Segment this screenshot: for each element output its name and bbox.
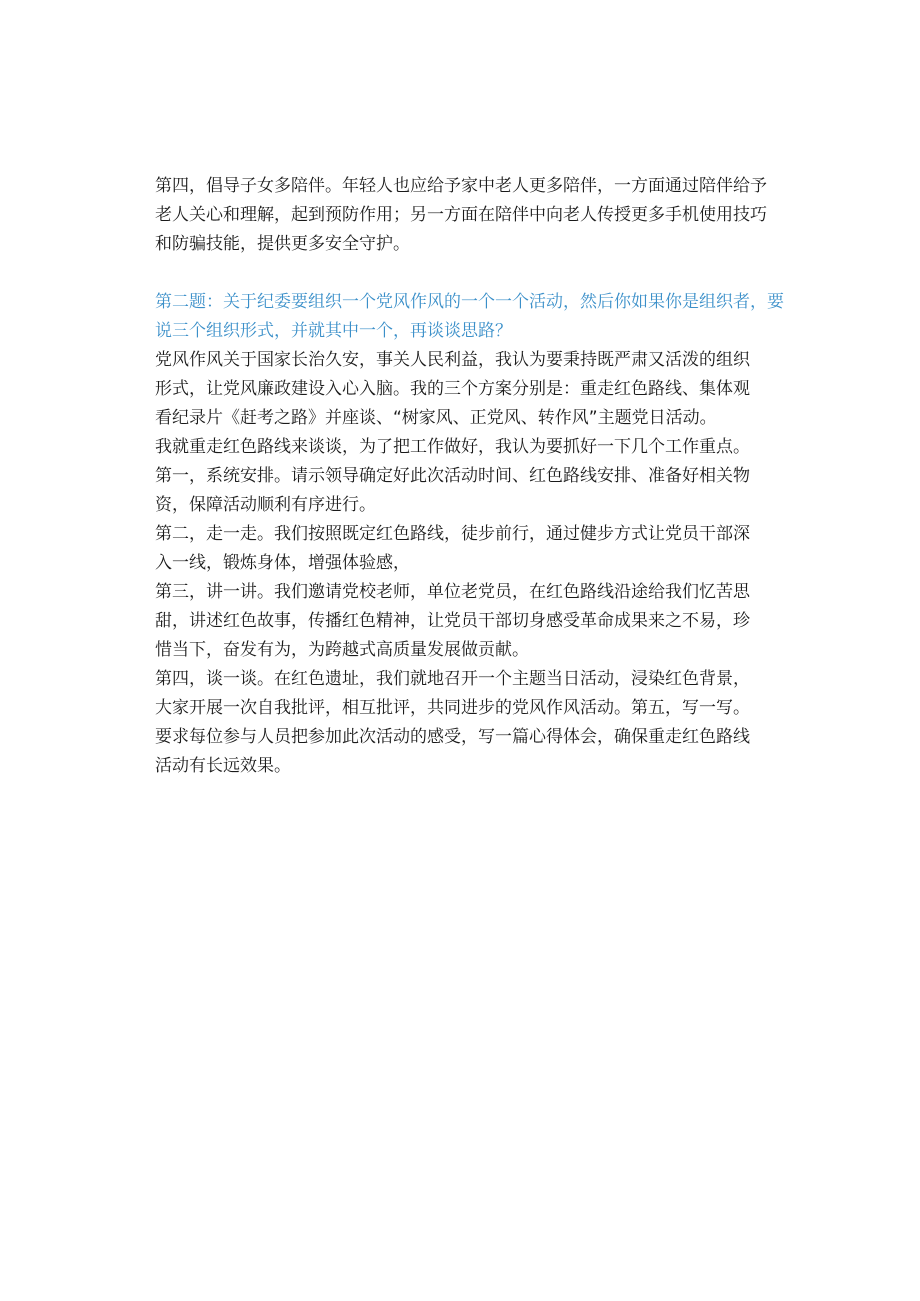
answer-paragraph-focus: 我就重走红色路线来谈谈，为了把工作做好，我认为要抓好一下几个工作重点。 (155, 437, 750, 457)
document-body (155, 172, 785, 781)
answer-paragraph-overview: 党风作风关于国家长治久安，事关人民利益，我认为要秉持既严肃又活泼的组织形式，让党风廉政建设入心入脑。我的三个方案分别是：重走红色路线、集体观看纪录片《赶考之路》并座谈、“树家风、正党风、转作风”主题党日活动。 (155, 350, 750, 428)
question-heading: 第二题：关于纪委要组织一个党风作风的一个一个活动，然后你如果你是组织者，要说三个组织形式，并就其中一个，再谈谈思路？ (155, 292, 784, 341)
answer-paragraph-step-2: 第二，走一走。我们按照既定红色路线，徒步前行，通过健步方式让党员干部深入一线，锻炼身体，增强体验感， (155, 524, 750, 573)
answer-paragraph-step-1: 第一，系统安排。请示领导确定好此次活动时间、红色路线安排、准备好相关物资，保障活动顺利有序进行。 (155, 466, 750, 515)
answer-paragraph-step-4-5: 第四，谈一谈。在红色遗址，我们就地召开一个主题当日活动，浸染红色背景，大家开展一次自我批评，相互批评，共同进步的党风作风活动。第五，写一写。要求每位参与人员把参加此次活动的感受，写一篇心得体会，确保重走红色路线活动有长远效果。 (155, 669, 750, 776)
answer-paragraph-step-3: 第三，讲一讲。我们邀请党校老师，单位老党员，在红色路线沿途给我们忆苦思甜，讲述红色故事，传播红色精神，让党员干部切身感受革命成果来之不易，珍惜当下，奋发有为，为跨越式高质量发展做贡献。 (155, 582, 750, 660)
intro-paragraph: 第四，倡导子女多陪伴。年轻人也应给予家中老人更多陪伴，一方面通过陪伴给予老人关心和理解，起到预防作用；另一方面在陪伴中向老人传授更多手机使用技巧和防骗技能，提供更多安全守护。 (155, 176, 767, 254)
